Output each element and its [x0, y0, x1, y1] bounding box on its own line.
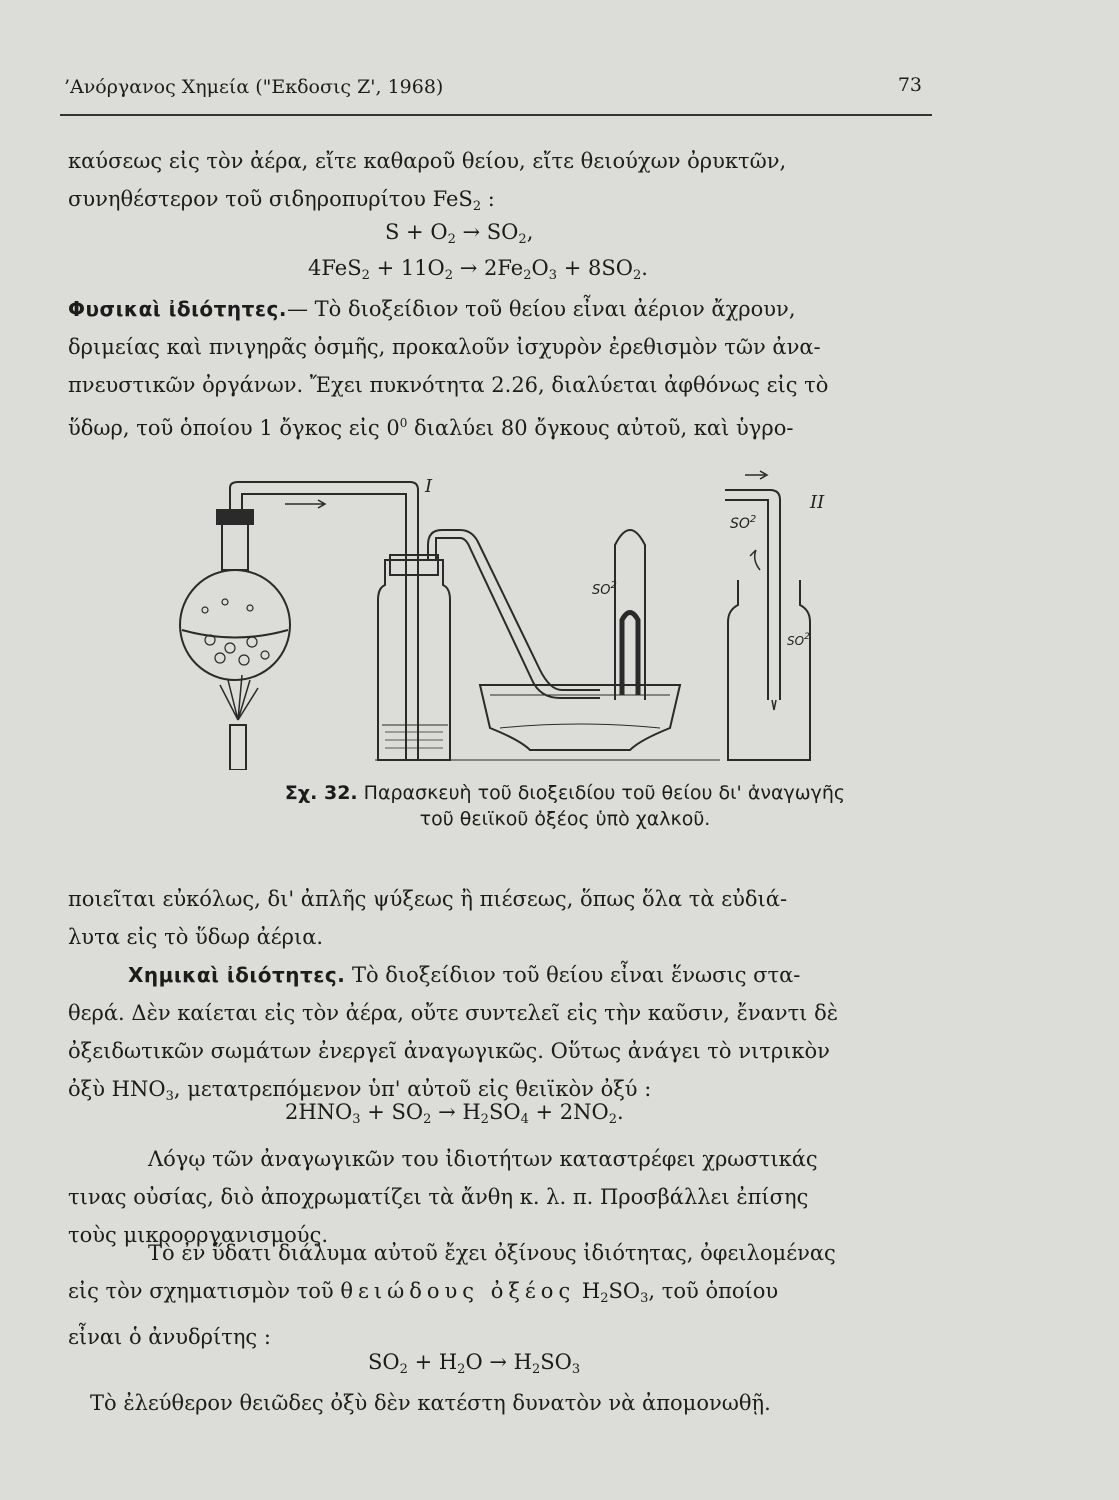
- delivery-tube: [230, 482, 418, 760]
- spaced-term: θειώδους ὀξέος: [340, 1279, 576, 1303]
- gas-jar: [725, 471, 810, 760]
- text-line: Τὸ ἐν ὕδατι διάλυμα αὐτοῦ ἔχει ὀξίνους ἰδιότητας, ὀφειλομένας: [148, 1241, 836, 1265]
- collection-tube: [615, 530, 645, 700]
- text-line: ὀξειδωτικῶν σωμάτων ἐνεργεῖ ἀναγωγικῶς. Οὕτως ἀνάγει τὸ νιτρικὸν: [68, 1039, 830, 1063]
- text-line: πνευστικῶν ὀργάνων. Ἔχει πυκνότητα 2.26, διαλύεται ἀφθόνως εἰς τὸ: [68, 373, 829, 397]
- section-heading: Φυσικαὶ ἰδιότητες.: [68, 297, 287, 321]
- equation-pyrite-roasting: $4FeS_2 + 11O_2 \to 2Fe_2O_3 + 8SO_2$.: [308, 256, 648, 283]
- round-flask: [180, 510, 290, 680]
- text-line: ὀξὺ $HNO_3$, μετατρεπόμενον ὑπ' αὐτοῦ εἰς θειϊκὸν ὀξύ :: [68, 1077, 652, 1104]
- text-line: τινας οὐσίας, διὸ ἀποχρωματίζει τὰ ἄνθη κ. λ. π. Προσβάλλει ἐπίσης: [68, 1185, 809, 1209]
- book-title: ’Ανόργανος Χημεία ("Εκδοσις Ζ', 1968): [64, 76, 444, 98]
- section-heading: Χημικαὶ ἰδιότητες.: [128, 963, 346, 987]
- text-line: εἰς τὸν σχηματισμὸν τοῦ θειώδους ὀξέος $H_2SO_3$, τοῦ ὁποίου: [68, 1279, 779, 1306]
- figure-caption: Σχ. 32. Παρασκευὴ τοῦ διοξειδίου τοῦ θείου δι' ἀναγωγῆς τοῦ θειϊκοῦ ὀξέος ὑπὸ χαλκοῦ.: [284, 782, 846, 830]
- label-so2-mid: $SO^2$: [592, 580, 617, 598]
- text-line: τοὺς μικροοργανισμούς.: [68, 1223, 329, 1247]
- equation-nitric-acid-reduction: $2HNO_3 + SO_2 \to H_2SO_4 + 2NO_2$.: [285, 1100, 624, 1127]
- sulfurous-acid-paragraph: [68, 1234, 938, 1356]
- continued-paragraph: [68, 880, 938, 956]
- label-II: II: [810, 492, 825, 513]
- label-so2-top: $SO^2$: [730, 514, 757, 532]
- equation-sulfur-combustion: $S + O_2 \to SO_2$,: [385, 220, 534, 247]
- text-line: Φυσικαὶ ἰδιότητες.— Τὸ διοξείδιον τοῦ θείου εἶναι ἀέριον ἄχρουν,: [68, 297, 796, 321]
- text-line: συνηθέστερον τοῦ σιδηροπυρίτου FeS$_2$ :: [68, 187, 495, 214]
- final-line: [68, 1384, 938, 1422]
- intro-paragraph: [68, 142, 938, 226]
- page-number: 73: [897, 74, 922, 96]
- label-so2-side: $SO^2$: [787, 632, 810, 648]
- header-rule: [60, 114, 932, 116]
- text-line: θερά. Δὲν καίεται εἰς τὸν ἀέρα, οὔτε συντελεῖ εἰς τὴν καῦσιν, ἔναντι δὲ: [68, 1001, 839, 1025]
- water-trough: [480, 685, 680, 750]
- physical-properties-paragraph: [68, 290, 938, 447]
- text-line: ὕδωρ, τοῦ ὁποίου 1 ὄγκος εἰς $0^0$ διαλύει 80 ὄγκους αὐτοῦ, καὶ ὑγρο-: [68, 416, 794, 440]
- burner: [220, 675, 258, 770]
- text-line: ποιεῖται εὐκόλως, δι' ἀπλῆς ψύξεως ἢ πιέσεως, ὅπως ὅλα τὰ εὐδιά-: [68, 887, 788, 911]
- running-header: [60, 70, 930, 100]
- apparatus-figure: [160, 470, 940, 770]
- text-line: εἶναι ὁ ἀνυδρίτης :: [68, 1325, 271, 1349]
- text-line: Τὸ ἐλεύθερον θειῶδες ὀξὺ δὲν κατέστη δυνατὸν νὰ ἀπομονωθῇ.: [90, 1391, 771, 1415]
- text-line: καύσεως εἰς τὸν ἀέρα, εἴτε καθαροῦ θείου, εἴτε θειούχων ὀρυκτῶν,: [68, 149, 787, 173]
- text-line: Χημικαὶ ἰδιότητες. Τὸ διοξείδιον τοῦ θείου εἶναι ἕνωσις στα-: [128, 963, 801, 987]
- flow-arrow: [285, 500, 325, 508]
- text-line: λυτα εἰς τὸ ὕδωρ ἀέρια.: [68, 925, 324, 949]
- equation-sulfurous-acid: $SO_2 + H_2O \to H_2SO_3$: [368, 1350, 581, 1377]
- chemical-properties-paragraph: [68, 956, 938, 1116]
- label-I: I: [425, 476, 433, 497]
- text-line: δριμείας καὶ πνιγηρᾶς ὀσμῆς, προκαλοῦν ἰσχυρὸν ἐρεθισμὸν τῶν ἀνα-: [68, 335, 821, 359]
- text-line: Λόγῳ τῶν ἀναγωγικῶν του ἰδιοτήτων καταστρέφει χρωστικάς: [148, 1147, 818, 1171]
- figure-number: Σχ. 32.: [284, 782, 358, 804]
